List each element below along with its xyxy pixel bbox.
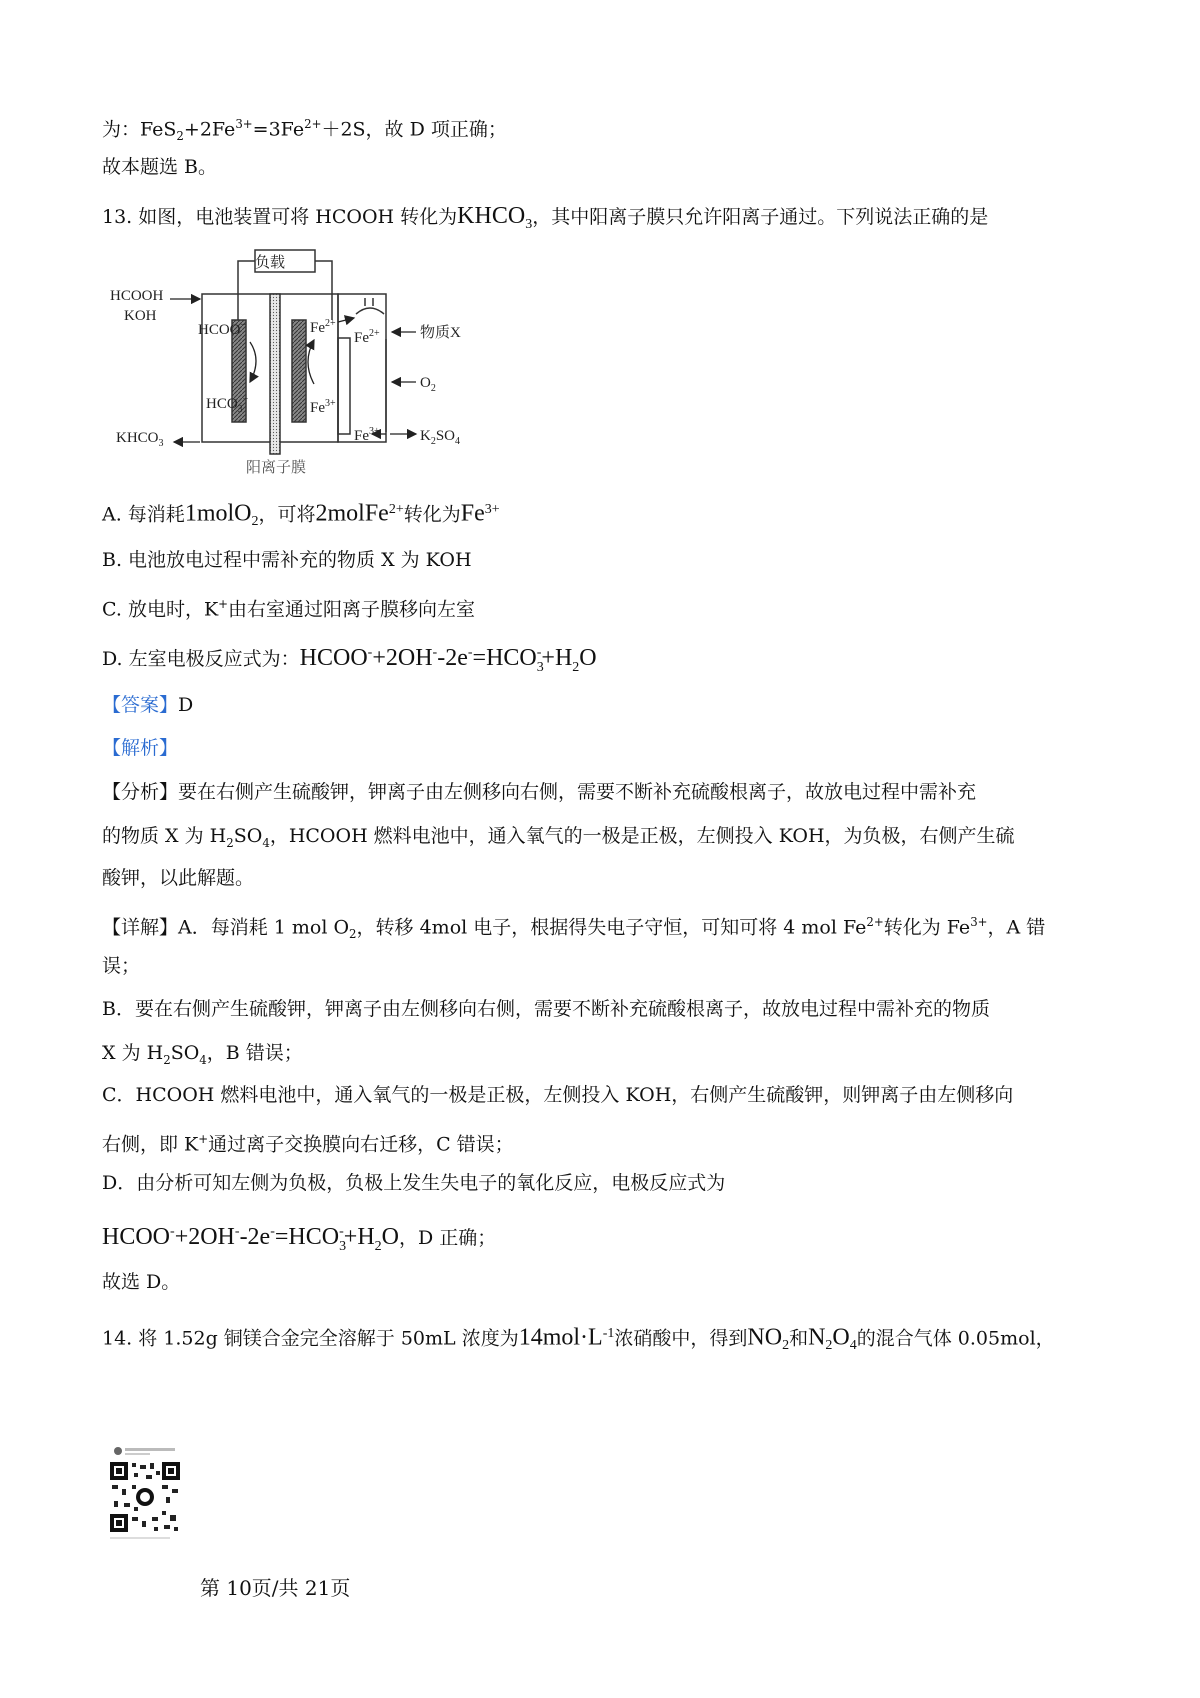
question-14-stem: 14. 将 1.52g 铜镁合金完全溶解于 50mL 浓度为$14mol\cdot L^{-1}$浓硝酸中，得到$NO_2$和$N_2O_4$的混合气体 0.05mol， [102, 1324, 1055, 1354]
page-footer: 第 10页/共 21页 [200, 1576, 351, 1600]
load-label: 负载 [254, 255, 286, 271]
inlet-koh-label: KOH [124, 308, 157, 324]
inlet-hcooh-label: HCOOH [110, 288, 164, 304]
option-c: C. 放电时，K+由右室通过阳离子膜移向左室 [102, 597, 476, 621]
outlet-khco3-label: $KHCO_3$ [116, 430, 164, 449]
question-13-stem: 13. 如图，电池装置可将 HCOOH 转化为$KHCO_3$，其中阳离子膜只允许阳离子通过。下列说法正确的是 [102, 203, 989, 232]
o2-label: $O_2$ [420, 375, 436, 394]
detail-b-line-2: X 为 $H_2SO_4$，B 错误； [102, 1042, 303, 1067]
answer-value: D [178, 694, 194, 716]
hco3-label: $HCO_3^-$ [206, 394, 249, 415]
hcoo-label: HCOO− [198, 320, 247, 338]
fe3-left-label: $Fe^{3+}$ [310, 398, 336, 416]
detail-d-line-2: $HCOO^-+2OH^--2e^-=HCO_3^-+H_2O$，D 正确； [102, 1224, 497, 1254]
membrane-label: 阳离子膜 [246, 460, 307, 476]
fenxi-line-1: 【分析】要在右侧产生硫酸钾，钾离子由左侧移向右侧，需要不断补充硫酸根离子，故放电过程中需补充 [102, 781, 977, 803]
xiangjie-line-2: 误； [102, 955, 141, 977]
fe2-right-label: $Fe^{2+}$ [354, 328, 380, 346]
answer-label: 【答案】 [102, 694, 179, 716]
equation-d: $HCOO^-+2OH^--2e^-=HCO_3^-+H_2O$ [299, 645, 597, 675]
fenxi-line-2: 的物质 X 为 $H_2SO_4$，HCOOH 燃料电池中，通入氧气的一极是正极，左侧投入 KOH，为负极，右侧产生硫 [102, 825, 1015, 850]
equation-detail: $HCOO^-+2OH^--2e^-=HCO_3^-+H_2O$ [102, 1224, 399, 1254]
detail-b-line-1: B．要在右侧产生硫酸钾，钾离子由左侧移向右侧，需要不断补充硫酸根离子，故放电过程中需补充的物质 [102, 998, 990, 1020]
fe2-left-label: $Fe^{2+}$ [310, 318, 336, 336]
k2so4-label: $K_2SO_4$ [420, 428, 461, 447]
text-line-fes2: 为：$FeS_2+2Fe^{3+}=3Fe^{2+}+2S$，故 D 项正确； [102, 117, 507, 144]
right-electrode [292, 320, 306, 422]
qr-code-image [110, 1445, 210, 1555]
conclusion-line: 故选 D。 [102, 1271, 181, 1293]
right-column [338, 338, 350, 434]
answer-line [102, 693, 193, 717]
substance-x-label: 物质X [420, 325, 461, 341]
detail-c-line-1: C．HCOOH 燃料电池中，通入氧气的一极是正极，左侧投入 KOH，右侧产生硫酸钾，则钾离子由左侧移向 [102, 1084, 1014, 1106]
cation-membrane [270, 294, 280, 454]
fenxi-line-3: 酸钾，以此解题。 [102, 867, 255, 889]
option-d: D. 左室电极反应式为：$HCOO^-+2OH^--2e^-=HCO_3^-+H_2O$ [102, 645, 597, 675]
detail-d-line-1: D．由分析可知左侧为负极，负极上发生失电子的氧化反应，电极反应式为 [102, 1172, 726, 1194]
text-line-choose-b: 故本题选 B。 [102, 156, 218, 178]
option-a: A. 每消耗1molO$_2$，可将2molFe$^{2+}$转化为$Fe^{3+}$ [102, 500, 500, 530]
battery-diagram [110, 242, 480, 482]
analysis-label: 【解析】 [102, 737, 179, 759]
option-b: B. 电池放电过程中需补充的物质 X 为 KOH [102, 549, 472, 571]
xiangjie-line-1: 【详解】A．每消耗 1 mol $O_2$，转移 4mol 电子，根据得失电子守恒，可知可将 4 mol $Fe^{2+}$转化为 $Fe^{3+}$，A 错 [102, 915, 1046, 942]
detail-c-line-2: 右侧，即 K+通过离子交换膜向右迁移，C 错误； [102, 1132, 514, 1156]
fe3-right-label: $Fe^{3+}$ [354, 426, 380, 444]
